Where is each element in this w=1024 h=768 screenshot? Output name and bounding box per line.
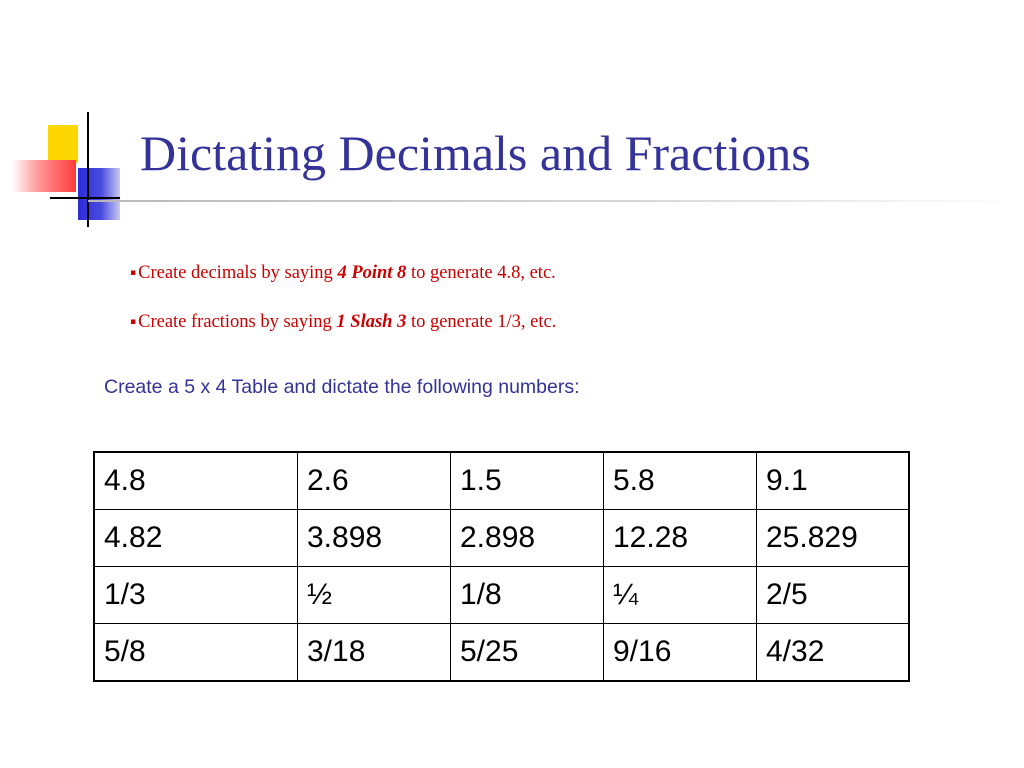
- table-cell: 25.829: [757, 510, 910, 567]
- bullet-text-before: Create fractions by saying: [138, 312, 337, 332]
- table-cell: 3/18: [298, 624, 451, 682]
- table-row: [94, 510, 909, 567]
- table-cell: 4.8: [94, 452, 298, 510]
- table-cell: 1.5: [451, 452, 604, 510]
- table-cell: 5.8: [604, 452, 757, 510]
- table-cell: 9/16: [604, 624, 757, 682]
- bullet-list: [130, 262, 556, 360]
- red-square: [12, 160, 76, 192]
- table-cell: 5/8: [94, 624, 298, 682]
- table-row: [94, 624, 909, 682]
- bullet-item: [130, 311, 556, 333]
- table-row: [94, 452, 909, 510]
- logo-horizontal-line: [50, 197, 120, 199]
- bullet-text-before: Create decimals by saying: [138, 263, 338, 283]
- title-underline: [88, 200, 1024, 202]
- bullet-emphasis: 1 Slash 3: [336, 312, 407, 332]
- table-row: [94, 567, 909, 624]
- table-cell: 5/25: [451, 624, 604, 682]
- table-instruction: Create a 5 x 4 Table and dictate the following numbers:: [104, 376, 580, 398]
- table-cell: 9.1: [757, 452, 910, 510]
- blue-square: [78, 168, 120, 220]
- slide-title: Dictating Decimals and Fractions: [140, 125, 811, 181]
- bullet-text-after: to generate 1/3, etc.: [406, 312, 557, 332]
- bullet-emphasis: 4 Point 8: [337, 263, 407, 283]
- table-cell: 4.82: [94, 510, 298, 567]
- table-cell: 4/32: [757, 624, 910, 682]
- slide-logo-decoration: [0, 0, 150, 240]
- yellow-square: [48, 125, 78, 163]
- bullet-item: [130, 262, 556, 284]
- logo-vertical-line: [87, 112, 89, 227]
- bullet-text-after: to generate 4.8, etc.: [406, 263, 556, 283]
- table-cell: 2/5: [757, 567, 910, 624]
- numbers-table: [93, 451, 910, 682]
- table-cell: 2.6: [298, 452, 451, 510]
- table-cell: 12.28: [604, 510, 757, 567]
- table-cell: ½: [298, 567, 451, 624]
- table-cell: ¼: [604, 567, 757, 624]
- table-cell: 3.898: [298, 510, 451, 567]
- bullet-marker-icon: ▪: [130, 317, 137, 327]
- table-cell: 2.898: [451, 510, 604, 567]
- table-cell: 1/8: [451, 567, 604, 624]
- bullet-marker-icon: ▪: [130, 268, 137, 278]
- table-cell: 1/3: [94, 567, 298, 624]
